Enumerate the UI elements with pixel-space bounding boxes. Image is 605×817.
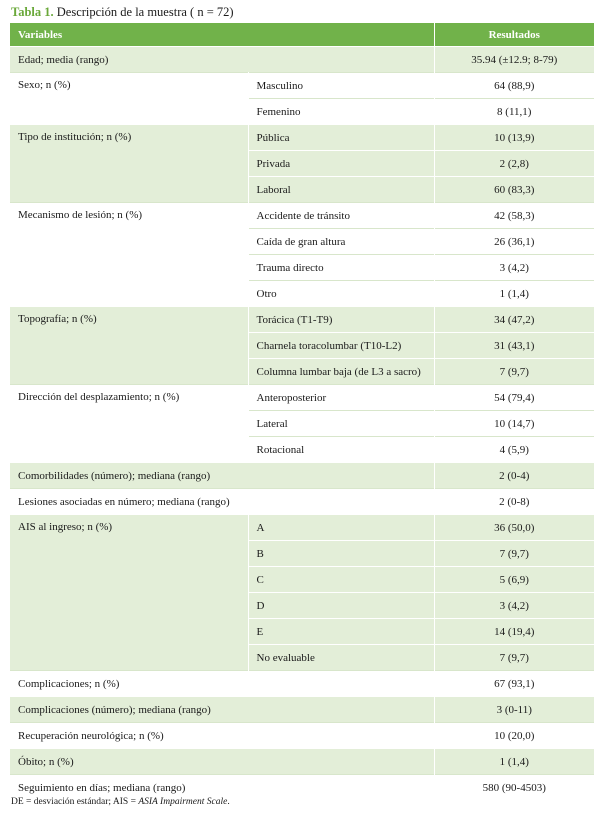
row-value: 26 (36,1) xyxy=(434,229,594,255)
row-value: 67 (93,1) xyxy=(434,671,594,697)
table-header-row xyxy=(10,23,594,47)
table-row xyxy=(10,749,594,775)
table-row xyxy=(10,125,594,151)
row-sublabel: Pública xyxy=(248,125,434,151)
table-footnote xyxy=(11,796,230,808)
row-value: 2 (0-8) xyxy=(434,489,594,515)
caption-text: Descripción de la muestra ( n = 72) xyxy=(53,5,234,19)
row-label: Comorbilidades (número); mediana (rango) xyxy=(10,463,434,489)
row-value: 10 (20,0) xyxy=(434,723,594,749)
row-sublabel: No evaluable xyxy=(248,645,434,671)
row-label: Sexo; n (%) xyxy=(10,73,248,125)
row-label: Edad; media (rango) xyxy=(10,47,434,73)
table-row xyxy=(10,723,594,749)
row-value: 580 (90-4503) xyxy=(434,775,594,801)
caption-label: Tabla 1. xyxy=(11,5,54,19)
footnote-end: . xyxy=(227,797,230,807)
row-value: 10 (14,7) xyxy=(434,411,594,437)
row-label: AIS al ingreso; n (%) xyxy=(10,515,248,671)
header-variables: Variables xyxy=(10,23,434,47)
row-sublabel: Privada xyxy=(248,151,434,177)
row-sublabel: A xyxy=(248,515,434,541)
row-value: 54 (79,4) xyxy=(434,385,594,411)
table-row xyxy=(10,463,594,489)
row-sublabel: Otro xyxy=(248,281,434,307)
row-value: 35.94 (±12.9; 8-79) xyxy=(434,47,594,73)
row-label: Óbito; n (%) xyxy=(10,749,434,775)
table-row xyxy=(10,47,594,73)
row-sublabel: Masculino xyxy=(248,73,434,99)
sample-description-table xyxy=(10,23,594,800)
row-sublabel: Trauma directo xyxy=(248,255,434,281)
row-value: 36 (50,0) xyxy=(434,515,594,541)
row-value: 8 (11,1) xyxy=(434,99,594,125)
row-value: 64 (88,9) xyxy=(434,73,594,99)
row-sublabel: Accidente de tránsito xyxy=(248,203,434,229)
table-row xyxy=(10,489,594,515)
row-value: 5 (6,9) xyxy=(434,567,594,593)
row-value: 10 (13,9) xyxy=(434,125,594,151)
row-label: Complicaciones; n (%) xyxy=(10,671,434,697)
row-sublabel: Charnela toracolumbar (T10-L2) xyxy=(248,333,434,359)
row-sublabel: C xyxy=(248,567,434,593)
row-sublabel: Anteroposterior xyxy=(248,385,434,411)
table-row xyxy=(10,515,594,541)
row-label: Recuperación neurológica; n (%) xyxy=(10,723,434,749)
row-value: 2 (0-4) xyxy=(434,463,594,489)
row-value: 3 (4,2) xyxy=(434,593,594,619)
row-sublabel: Torácica (T1-T9) xyxy=(248,307,434,333)
row-value: 1 (1,4) xyxy=(434,281,594,307)
row-value: 1 (1,4) xyxy=(434,749,594,775)
row-label: Lesiones asociadas en número; mediana (rango) xyxy=(10,489,434,515)
table-row xyxy=(10,73,594,99)
row-sublabel: Caída de gran altura xyxy=(248,229,434,255)
table-row xyxy=(10,307,594,333)
footnote-text: DE = desviación estándar; AIS = xyxy=(11,797,139,807)
row-label: Tipo de institución; n (%) xyxy=(10,125,248,203)
table-row xyxy=(10,671,594,697)
table-row xyxy=(10,203,594,229)
row-value: 60 (83,3) xyxy=(434,177,594,203)
row-value: 7 (9,7) xyxy=(434,359,594,385)
table-row xyxy=(10,697,594,723)
table-body xyxy=(10,47,594,801)
row-value: 3 (0-11) xyxy=(434,697,594,723)
row-value: 14 (19,4) xyxy=(434,619,594,645)
row-sublabel: D xyxy=(248,593,434,619)
row-value: 42 (58,3) xyxy=(434,203,594,229)
row-value: 4 (5,9) xyxy=(434,437,594,463)
row-value: 2 (2,8) xyxy=(434,151,594,177)
row-sublabel: E xyxy=(248,619,434,645)
row-label: Complicaciones (número); mediana (rango) xyxy=(10,697,434,723)
row-label: Topografía; n (%) xyxy=(10,307,248,385)
row-label: Dirección del desplazamiento; n (%) xyxy=(10,385,248,463)
row-sublabel: Rotacional xyxy=(248,437,434,463)
row-value: 31 (43,1) xyxy=(434,333,594,359)
row-sublabel: Femenino xyxy=(248,99,434,125)
header-results: Resultados xyxy=(434,23,594,47)
table-caption xyxy=(11,4,234,20)
row-sublabel: Lateral xyxy=(248,411,434,437)
table-row xyxy=(10,385,594,411)
row-value: 7 (9,7) xyxy=(434,541,594,567)
row-label: Seguimiento en días; mediana (rango) xyxy=(10,775,434,801)
footnote-italic: ASIA Impairment Scale xyxy=(138,797,228,807)
row-label: Mecanismo de lesión; n (%) xyxy=(10,203,248,307)
row-value: 34 (47,2) xyxy=(434,307,594,333)
row-value: 3 (4,2) xyxy=(434,255,594,281)
row-sublabel: B xyxy=(248,541,434,567)
row-sublabel: Laboral xyxy=(248,177,434,203)
row-value: 7 (9,7) xyxy=(434,645,594,671)
row-sublabel: Columna lumbar baja (de L3 a sacro) xyxy=(248,359,434,385)
